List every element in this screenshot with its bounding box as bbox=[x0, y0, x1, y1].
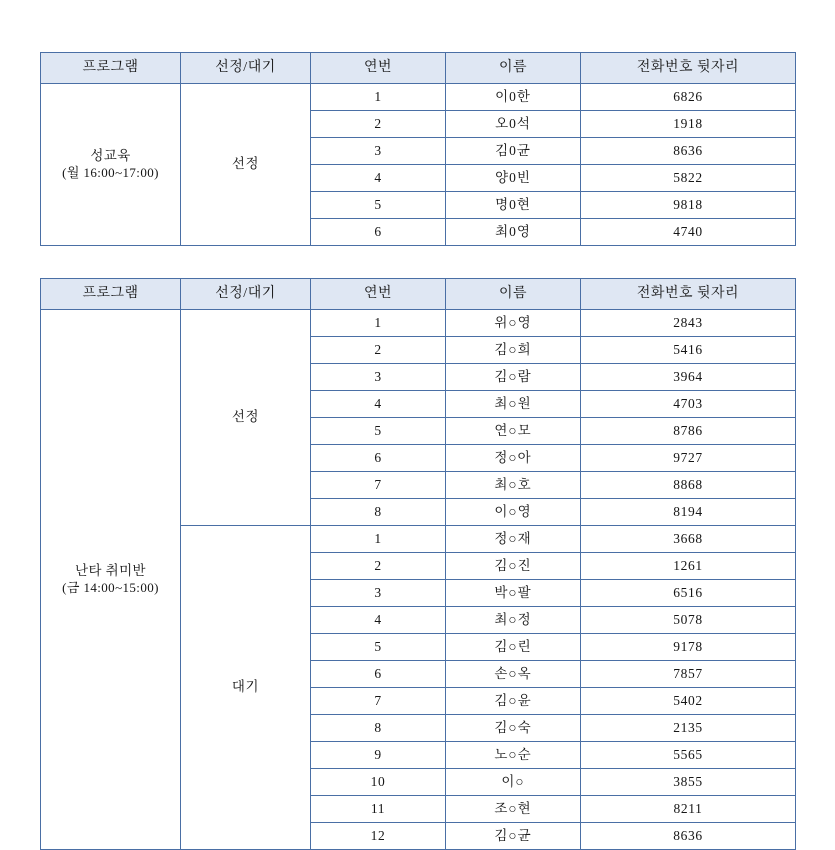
participant-name: 최0영 bbox=[446, 219, 581, 246]
row-number: 5 bbox=[311, 192, 446, 219]
program-time: (월 16:00~17:00) bbox=[62, 164, 159, 180]
phone-last-digits: 9178 bbox=[581, 634, 796, 661]
row-number: 4 bbox=[311, 165, 446, 192]
phone-last-digits: 5078 bbox=[581, 607, 796, 634]
row-number: 2 bbox=[311, 337, 446, 364]
row-number: 12 bbox=[311, 823, 446, 850]
participant-name: 조○현 bbox=[446, 796, 581, 823]
row-number: 2 bbox=[311, 553, 446, 580]
phone-last-digits: 4703 bbox=[581, 391, 796, 418]
row-number: 2 bbox=[311, 111, 446, 138]
row-number: 11 bbox=[311, 796, 446, 823]
row-number: 5 bbox=[311, 634, 446, 661]
row-number: 1 bbox=[311, 310, 446, 337]
status-cell: 대기 bbox=[181, 526, 311, 850]
phone-last-digits: 7857 bbox=[581, 661, 796, 688]
table-row bbox=[41, 84, 796, 111]
row-number: 4 bbox=[311, 607, 446, 634]
participant-name: 김○숙 bbox=[446, 715, 581, 742]
participant-name: 정○아 bbox=[446, 445, 581, 472]
phone-last-digits: 6516 bbox=[581, 580, 796, 607]
row-number: 7 bbox=[311, 472, 446, 499]
header-name: 이름 bbox=[446, 53, 581, 84]
participant-name: 정○재 bbox=[446, 526, 581, 553]
header-phone: 전화번호 뒷자리 bbox=[581, 279, 796, 310]
row-number: 7 bbox=[311, 688, 446, 715]
program-name: 난타 취미반 bbox=[75, 562, 146, 578]
phone-last-digits: 3855 bbox=[581, 769, 796, 796]
participant-name: 최○정 bbox=[446, 607, 581, 634]
phone-last-digits: 9727 bbox=[581, 445, 796, 472]
participant-name: 김○진 bbox=[446, 553, 581, 580]
phone-last-digits: 2843 bbox=[581, 310, 796, 337]
participant-name: 이0한 bbox=[446, 84, 581, 111]
participant-name: 오0석 bbox=[446, 111, 581, 138]
phone-last-digits: 5402 bbox=[581, 688, 796, 715]
row-number: 6 bbox=[311, 661, 446, 688]
participant-name: 김0균 bbox=[446, 138, 581, 165]
phone-last-digits: 2135 bbox=[581, 715, 796, 742]
row-number: 1 bbox=[311, 526, 446, 553]
participant-name: 위○영 bbox=[446, 310, 581, 337]
phone-last-digits: 5565 bbox=[581, 742, 796, 769]
program-name: 성교육 bbox=[90, 147, 131, 163]
participant-name: 김○균 bbox=[446, 823, 581, 850]
header-name: 이름 bbox=[446, 279, 581, 310]
program-cell bbox=[41, 310, 181, 850]
participant-name: 김○희 bbox=[446, 337, 581, 364]
row-number: 8 bbox=[311, 715, 446, 742]
participant-name: 손○옥 bbox=[446, 661, 581, 688]
roster-table bbox=[40, 278, 796, 850]
participant-name: 김○람 bbox=[446, 364, 581, 391]
row-number: 3 bbox=[311, 580, 446, 607]
participant-name: 명0현 bbox=[446, 192, 581, 219]
phone-last-digits: 4740 bbox=[581, 219, 796, 246]
phone-last-digits: 8211 bbox=[581, 796, 796, 823]
header-no: 연번 bbox=[311, 53, 446, 84]
participant-name: 김○윤 bbox=[446, 688, 581, 715]
table-row bbox=[41, 310, 796, 337]
table-header-row bbox=[41, 53, 796, 84]
phone-last-digits: 6826 bbox=[581, 84, 796, 111]
status-cell: 선정 bbox=[181, 310, 311, 526]
participant-name: 노○순 bbox=[446, 742, 581, 769]
phone-last-digits: 8786 bbox=[581, 418, 796, 445]
phone-last-digits: 1261 bbox=[581, 553, 796, 580]
phone-last-digits: 8868 bbox=[581, 472, 796, 499]
phone-last-digits: 5416 bbox=[581, 337, 796, 364]
status-cell: 선정 bbox=[181, 84, 311, 246]
phone-last-digits: 3668 bbox=[581, 526, 796, 553]
header-no: 연번 bbox=[311, 279, 446, 310]
participant-name: 최○호 bbox=[446, 472, 581, 499]
participant-name: 박○팔 bbox=[446, 580, 581, 607]
participant-name: 최○원 bbox=[446, 391, 581, 418]
participant-name: 이○영 bbox=[446, 499, 581, 526]
program-time: (금 14:00~15:00) bbox=[62, 579, 159, 595]
row-number: 4 bbox=[311, 391, 446, 418]
header-program: 프로그램 bbox=[41, 279, 181, 310]
row-number: 10 bbox=[311, 769, 446, 796]
phone-last-digits: 9818 bbox=[581, 192, 796, 219]
row-number: 8 bbox=[311, 499, 446, 526]
row-number: 3 bbox=[311, 138, 446, 165]
roster-table bbox=[40, 52, 796, 246]
header-phone: 전화번호 뒷자리 bbox=[581, 53, 796, 84]
table-header-row bbox=[41, 279, 796, 310]
header-status: 선정/대기 bbox=[181, 279, 311, 310]
participant-name: 이○ bbox=[446, 769, 581, 796]
participant-name: 김○린 bbox=[446, 634, 581, 661]
phone-last-digits: 8636 bbox=[581, 823, 796, 850]
phone-last-digits: 8636 bbox=[581, 138, 796, 165]
row-number: 5 bbox=[311, 418, 446, 445]
participant-name: 연○모 bbox=[446, 418, 581, 445]
row-number: 6 bbox=[311, 219, 446, 246]
phone-last-digits: 1918 bbox=[581, 111, 796, 138]
phone-last-digits: 5822 bbox=[581, 165, 796, 192]
roster-tables-container bbox=[40, 52, 795, 850]
row-number: 1 bbox=[311, 84, 446, 111]
row-number: 3 bbox=[311, 364, 446, 391]
phone-last-digits: 3964 bbox=[581, 364, 796, 391]
header-status: 선정/대기 bbox=[181, 53, 311, 84]
header-program: 프로그램 bbox=[41, 53, 181, 84]
participant-name: 양0빈 bbox=[446, 165, 581, 192]
program-cell bbox=[41, 84, 181, 246]
row-number: 6 bbox=[311, 445, 446, 472]
phone-last-digits: 8194 bbox=[581, 499, 796, 526]
row-number: 9 bbox=[311, 742, 446, 769]
